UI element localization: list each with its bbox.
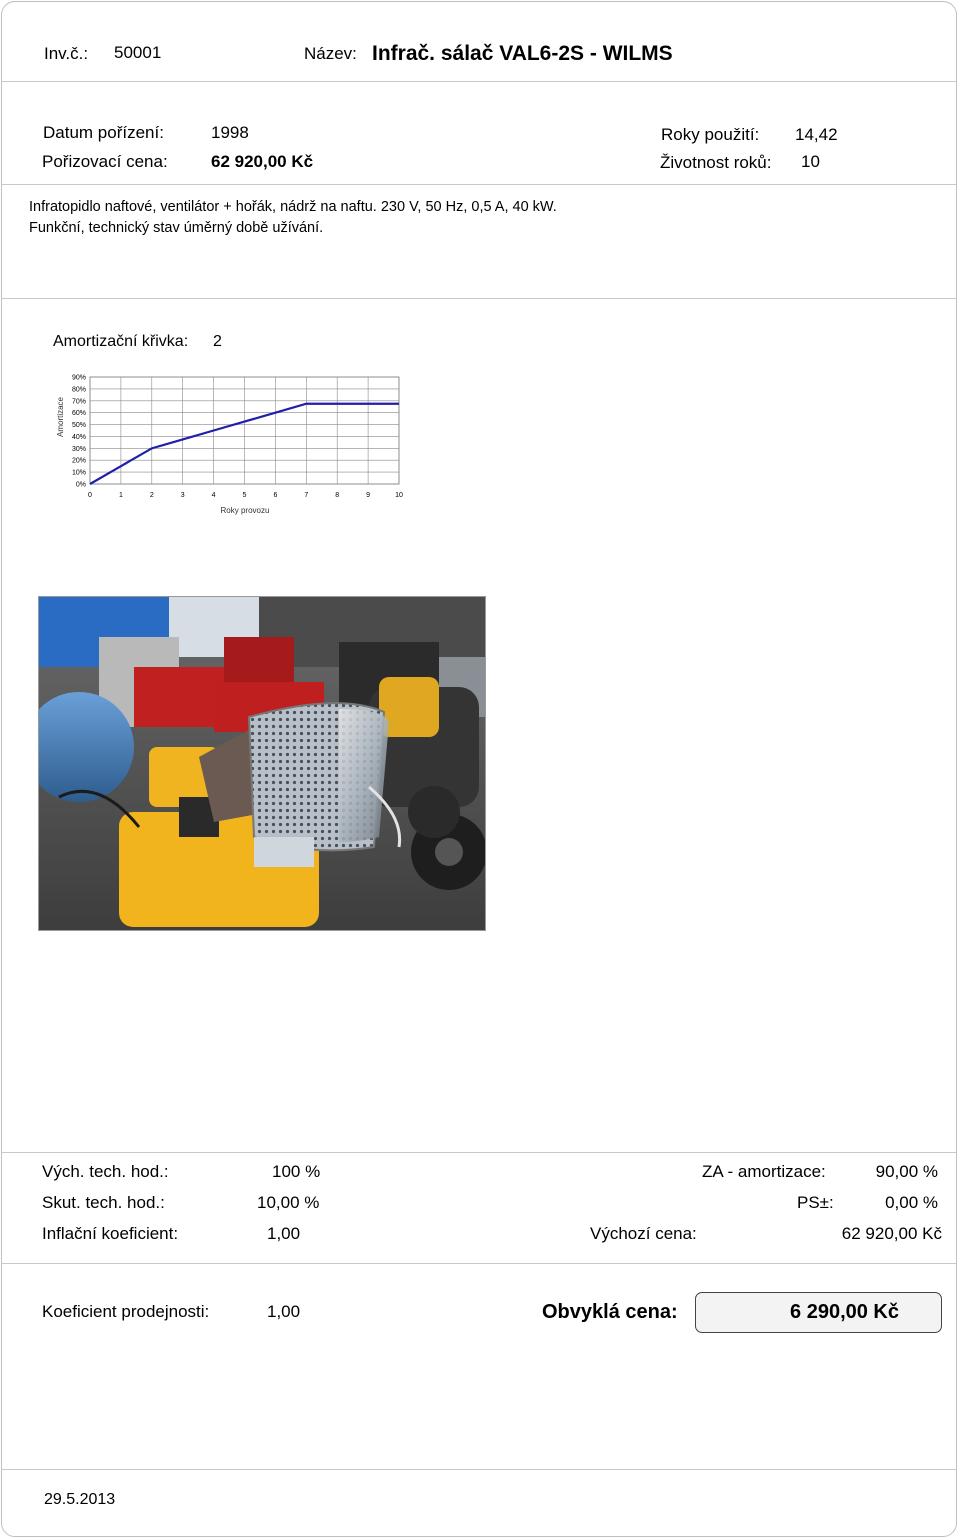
sales-coefficient-value: 1,00 [267, 1302, 301, 1321]
description-line-2: Funkční, technický stav úměrný době užívání. [29, 220, 324, 236]
chart-x-tick-label: 1 [118, 492, 123, 499]
chart-y-tick-label: 80% [71, 386, 86, 394]
lifetime-value: 10 [801, 152, 820, 171]
usual-price-label: Obvyklá cena: [542, 1301, 678, 1323]
amortization-label: ZA - amortizace: [702, 1162, 826, 1181]
chart-y-tick-label: 30% [71, 445, 86, 453]
inventory-number-label: Inv.č.: [44, 44, 89, 63]
years-used-value: 14,42 [795, 125, 838, 144]
inflation-coefficient-label: Inflační koeficient: [42, 1224, 179, 1243]
item-name-value: Infrač. sálač VAL6-2S - WILMS [372, 42, 673, 65]
chart-x-tick-label: 0 [88, 492, 92, 499]
chart-x-tick-label: 5 [242, 492, 247, 499]
description-line-1: Infratopidlo naftové, ventilátor + hořák, nádrž na naftu. 230 V, 50 Hz, 0,5 A, 40 kW. [29, 199, 557, 215]
chart-x-tick-label: 2 [149, 492, 154, 499]
chart-y-axis-label: Amortizace [56, 396, 65, 438]
amortization-curve-value: 2 [213, 333, 222, 350]
chart-x-axis-label: Roky provozu [220, 506, 270, 515]
chart-y-tick-label: 0% [75, 481, 86, 489]
chart-x-tick-label: 9 [366, 492, 371, 499]
chart-x-tick-label: 7 [304, 492, 309, 499]
acquisition-date-value: 1998 [211, 123, 249, 142]
chart-x-tick-label: 3 [180, 492, 185, 499]
acquisition-price-label: Pořizovací cena: [42, 152, 168, 171]
amortization-value: 90,00 % [875, 1162, 938, 1181]
ps-value: 0,00 % [885, 1193, 938, 1212]
inflation-coefficient-value: 1,00 [267, 1224, 301, 1243]
divider [1, 298, 956, 299]
divider [1, 1263, 956, 1264]
starting-price-value: 62 920,00 Kč [841, 1224, 942, 1243]
chart-y-tick-label: 60% [71, 410, 86, 418]
ps-label: PS±: [797, 1193, 834, 1212]
divider [1, 1152, 956, 1153]
amortization-chart-svg [50, 370, 410, 520]
acquisition-date-label: Datum pořízení: [43, 123, 164, 142]
chart-y-tick-label: 20% [71, 457, 86, 465]
initial-tech-value-label: Vých. tech. hod.: [42, 1162, 169, 1181]
chart-x-tick-label: 6 [273, 492, 278, 499]
actual-tech-value-label: Skut. tech. hod.: [42, 1193, 165, 1212]
chart-x-tick-label: 8 [335, 492, 340, 499]
chart-y-tick-label: 40% [71, 433, 86, 441]
divider [1, 81, 956, 82]
chart-y-ticks [72, 375, 86, 489]
sales-coefficient-label: Koeficient prodejnosti: [42, 1302, 210, 1321]
divider [1, 184, 956, 185]
chart-y-tick-label: 90% [71, 374, 86, 382]
chart-y-tick-label: 10% [71, 469, 86, 477]
chart-grid [90, 377, 399, 484]
chart-y-tick-label: 70% [71, 398, 86, 406]
amortization-chart [50, 370, 410, 520]
usual-price-box [695, 1292, 942, 1333]
divider [1, 1469, 956, 1470]
chart-x-ticks [88, 492, 403, 499]
usual-price-value: 6 290,00 Kč [790, 1301, 899, 1323]
item-name-label: Název: [304, 44, 357, 63]
equipment-photo [38, 596, 486, 931]
amortization-curve-label: Amortizační křivka: [53, 333, 189, 350]
initial-tech-value: 100 % [272, 1162, 321, 1181]
actual-tech-value: 10,00 % [257, 1193, 320, 1212]
chart-x-tick-label: 10 [395, 492, 403, 499]
inventory-number-value: 50001 [114, 43, 162, 62]
chart-y-tick-label: 50% [71, 422, 86, 430]
starting-price-label: Výchozí cena: [590, 1224, 697, 1243]
chart-x-tick-label: 4 [211, 492, 216, 499]
acquisition-price-value: 62 920,00 Kč [211, 152, 314, 171]
years-used-label: Roky použití: [661, 125, 760, 144]
footer-date: 29.5.2013 [44, 1491, 116, 1508]
lifetime-label: Životnost roků: [660, 153, 772, 172]
